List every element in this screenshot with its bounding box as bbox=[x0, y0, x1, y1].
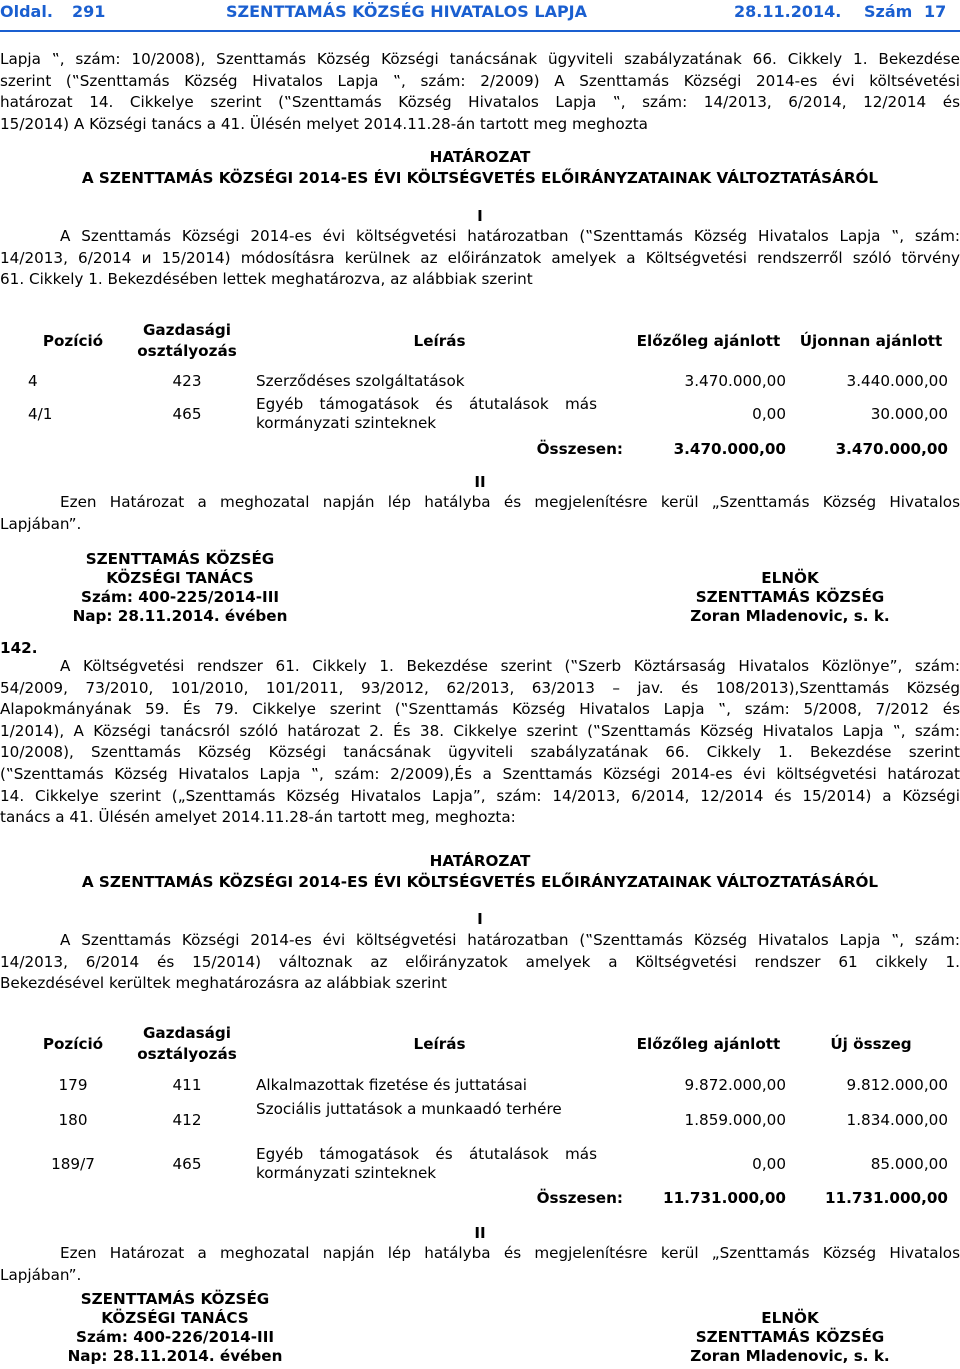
new-cell: 30.000,00 bbox=[870, 405, 948, 423]
text-line: 10/2008), Szenttamás Község Községi tanácsának ügyviteli szabályzatának 66. Cikkely 1. Bekezdése szerint bbox=[0, 743, 960, 762]
table-row bbox=[24, 370, 952, 392]
decision2-subheading: A SZENTTAMÁS KÖZSÉGI 2014-ES ÉVI KÖLTSÉGVETÉS ELŐIRÁNYZATAINAK VÁLTOZTATÁSÁRÓL bbox=[81, 873, 879, 891]
total-previous: 3.470.000,00 bbox=[673, 440, 786, 458]
text-line: Lapjában”. bbox=[0, 514, 82, 533]
decision1-signature-right bbox=[680, 569, 900, 626]
text-line: A Költségvetési rendszer 61. Cikkely 1. Bekezdése szerint (‟Szerb Köztársaság Hivatalos Közlönye”, szám: bbox=[60, 657, 960, 675]
page-label: Oldal. bbox=[0, 2, 53, 21]
text-line: Alapokmányának 59. És 79. Cikkelye szerint (‟Szenttamás Község Hivatalos Lapja ‟, szám: 5/2008, 7/2012 és bbox=[0, 700, 960, 719]
previous-cell: 9.872.000,00 bbox=[684, 1076, 786, 1094]
text-line: Lapjában”. bbox=[0, 1265, 82, 1284]
code-cell: 411 bbox=[172, 1076, 202, 1094]
issue-date: 28.11.2014. bbox=[734, 2, 842, 21]
decision1-section1-label: I bbox=[477, 207, 483, 225]
description-cell: Egyéb támogatások és átutalások más kormányzati szinteknek bbox=[256, 395, 597, 432]
total-new: 3.470.000,00 bbox=[835, 440, 948, 458]
signature-line: SZENTTAMÁS KÖZSÉG bbox=[80, 1290, 270, 1308]
item-number: 142. bbox=[0, 639, 38, 657]
preamble2 bbox=[0, 656, 960, 829]
column-header: Újonnan ajánlott bbox=[799, 331, 943, 350]
position-cell: 180 bbox=[58, 1111, 88, 1129]
description-cell: Szociális juttatások a munkaadó terhére bbox=[256, 1100, 562, 1118]
table-row bbox=[24, 392, 952, 436]
decision1-table bbox=[24, 312, 952, 462]
decision2-table bbox=[24, 1016, 952, 1210]
text-line: 1/2014), A Községi tanácsról szóló határozat 2. És 38. Cikkelye szerint (‟Szenttamás Község Hivatalos Lapja ‟, szám: bbox=[0, 721, 960, 740]
decision2-signature-right bbox=[680, 1309, 900, 1366]
decision2-section2-text bbox=[0, 1243, 960, 1286]
signature-line: Nap: 28.11.2014. évében bbox=[72, 607, 288, 625]
new-cell: 85.000,00 bbox=[870, 1155, 948, 1173]
text-line: A Szenttamás Községi 2014-es évi költségvetési határozatban (‟Szenttamás Község Hivatalos Lapja ‟, szám: bbox=[60, 931, 960, 949]
code-cell: 412 bbox=[172, 1111, 202, 1129]
previous-cell: 1.859.000,00 bbox=[684, 1111, 786, 1129]
signature-line: Zoran Mladenovic, s. k. bbox=[690, 1347, 890, 1365]
decision2-signature-left bbox=[50, 1290, 300, 1366]
text-line: Ezen Határozat a meghozatal napján lép hatályba és megjelenítésre kerül „Szenttamás Község Hivatalos bbox=[60, 1244, 960, 1262]
column-header: Leírás bbox=[413, 1034, 466, 1053]
text-line: Bekezdésével kerültek meghatározásra az alábbiak szerint bbox=[0, 974, 447, 993]
description-cell: Szerződéses szolgáltatások bbox=[256, 372, 465, 390]
text-line: határozat 14. Cikkelye szerint (‟Szenttamás Község Hivatalos Lapja ‟, szám: 14/2013, 6/2014, 12/2014 és bbox=[0, 93, 960, 112]
column-header: Előzőleg ajánlott bbox=[636, 331, 781, 350]
text-line: 14/2013, 6/2014 и 15/2014) módosításra kerülnek az előiránzatok amelyek a Költségvetési rendszerről szóló törvény bbox=[0, 248, 960, 267]
text-line: 14. Cikkelye szerint („Szenttamás Község Hivatalos Lapja”, szám: 14/2013, 6/2014, 12/2014 és 15/2014) a Községi bbox=[0, 786, 960, 805]
new-cell: 3.440.000,00 bbox=[846, 372, 948, 390]
new-cell: 9.812.000,00 bbox=[846, 1076, 948, 1094]
previous-cell: 0,00 bbox=[752, 1155, 786, 1173]
column-header: Pozíció bbox=[42, 1034, 104, 1053]
table-total-row bbox=[24, 1186, 952, 1210]
position-cell: 179 bbox=[58, 1076, 88, 1094]
decision1-section2-text bbox=[0, 492, 960, 535]
signature-line: ELNÖK bbox=[761, 1309, 819, 1327]
signature-line: Zoran Mladenovic, s. k. bbox=[690, 607, 890, 625]
page-header bbox=[0, 0, 960, 32]
position-cell: 4 bbox=[28, 372, 38, 390]
decision1-subheading: A SZENTTAMÁS KÖZSÉGI 2014-ES ÉVI KÖLTSÉGVETÉS ELŐIRÁNYZATAINAK VÁLTOZTATÁSÁRÓL bbox=[81, 169, 879, 187]
description-cell: Alkalmazottak fizetése és juttatásai bbox=[256, 1076, 527, 1094]
decision1-section2-label: II bbox=[474, 473, 486, 491]
total-label: Összesen: bbox=[536, 440, 623, 458]
new-cell: 1.834.000,00 bbox=[846, 1111, 948, 1129]
header-rule bbox=[0, 30, 960, 32]
decision2-section1-label: I bbox=[477, 910, 483, 928]
position-cell: 4/1 bbox=[28, 405, 53, 423]
decision1-section1-text bbox=[0, 226, 960, 291]
signature-line: SZENTTAMÁS KÖZSÉG bbox=[85, 550, 275, 568]
previous-cell: 0,00 bbox=[752, 405, 786, 423]
signature-line: KÖZSÉGI TANÁCS bbox=[106, 569, 254, 587]
decision2-section1-text bbox=[0, 930, 960, 995]
signature-line: Szám: 400-226/2014-III bbox=[76, 1328, 274, 1346]
column-header: Új összeg bbox=[830, 1034, 912, 1053]
decision2-section2-label: II bbox=[474, 1224, 486, 1242]
signature-line: ELNÖK bbox=[761, 569, 819, 587]
description-cell: Egyéb támogatások és átutalások más kormányzati szinteknek bbox=[256, 1145, 597, 1182]
column-header: Előzőleg ajánlott bbox=[636, 1034, 781, 1053]
text-line: 14/2013, 6/2014 és 15/2014) változnak az előirányzatok amelyek a Költségvetési rendszer 61 cikkely 1. bbox=[0, 952, 960, 971]
issue-number: 17 bbox=[924, 2, 947, 21]
text-line: Ezen Határozat a meghozatal napján lép hatályba és megjelenítésre kerül „Szenttamás Község Hivatalos bbox=[60, 493, 960, 511]
signature-line: Nap: 28.11.2014. évében bbox=[67, 1347, 283, 1365]
text-line: A Szenttamás Községi 2014-es évi költségvetési határozatban (‟Szenttamás Község Hivatalos Lapja ‟, szám: bbox=[60, 227, 960, 245]
text-line: tanács a 41. Ülésén amelyet 2014.11.28-án tartott meg, meghozta: bbox=[0, 808, 516, 827]
text-line: 15/2014) A Községi tanács a 41. Ülésén melyet 2014.11.28-án tartott meg meghozta bbox=[0, 114, 648, 133]
code-cell: 465 bbox=[172, 1155, 202, 1173]
text-line: Lapja ‟, szám: 10/2008), Szenttamás Község Községi tanácsának ügyviteli szabályzatának 66. Cikkely 1. Bekezdése bbox=[0, 50, 960, 68]
text-line: szerint (‟Szenttamás Község Hivatalos Lapja ‟, szám: 2/2009) A Szenttamás Községi 2014-es évi költsévetési bbox=[0, 71, 960, 90]
signature-line: Szám: 400-225/2014-III bbox=[81, 588, 279, 606]
intro-paragraph bbox=[0, 49, 960, 135]
decision2-heading: HATÁROZAT bbox=[429, 852, 531, 870]
issue-label: Szám bbox=[864, 2, 913, 21]
column-header: Gazdasági osztályozás bbox=[137, 1024, 237, 1063]
decision1-signature-left bbox=[60, 550, 300, 626]
column-header: Gazdasági osztályozás bbox=[137, 321, 237, 360]
signature-line: KÖZSÉGI TANÁCS bbox=[101, 1309, 249, 1327]
text-line: 61. Cikkely 1. Bekezdésében lettek meghatározva, az alábbiak szerint bbox=[0, 270, 533, 289]
table-row bbox=[24, 1072, 952, 1098]
decision1-heading: HATÁROZAT bbox=[429, 148, 531, 166]
table-row bbox=[24, 1098, 952, 1142]
code-cell: 423 bbox=[172, 372, 202, 390]
column-header: Pozíció bbox=[42, 331, 104, 350]
table-header-row bbox=[24, 312, 952, 370]
total-new: 11.731.000,00 bbox=[825, 1189, 948, 1207]
position-cell: 189/7 bbox=[51, 1155, 95, 1173]
page-number: 291 bbox=[72, 2, 106, 21]
journal-title: SZENTTAMÁS KÖZSÉG HIVATALOS LAPJA bbox=[226, 2, 588, 21]
table-header-row bbox=[24, 1016, 952, 1072]
column-header: Leírás bbox=[413, 331, 466, 350]
total-label: Összesen: bbox=[536, 1189, 623, 1207]
table-row bbox=[24, 1142, 952, 1186]
text-line: 54/2009, 73/2010, 101/2010, 101/2011, 93/2012, 62/2013, 63/2013 – jav. és 108/2013),Szenttamás Község bbox=[0, 678, 960, 697]
signature-line: SZENTTAMÁS KÖZSÉG bbox=[695, 1328, 885, 1346]
previous-cell: 3.470.000,00 bbox=[684, 372, 786, 390]
text-line: (‟Szenttamás Község Hivatalos Lapja ‟, szám: 2/2009),És a Szenttamás Községi 2014-es évi költségvetési határozat bbox=[0, 764, 960, 783]
table-total-row bbox=[24, 436, 952, 462]
code-cell: 465 bbox=[172, 405, 202, 423]
signature-line: SZENTTAMÁS KÖZSÉG bbox=[695, 588, 885, 606]
total-previous: 11.731.000,00 bbox=[663, 1189, 786, 1207]
